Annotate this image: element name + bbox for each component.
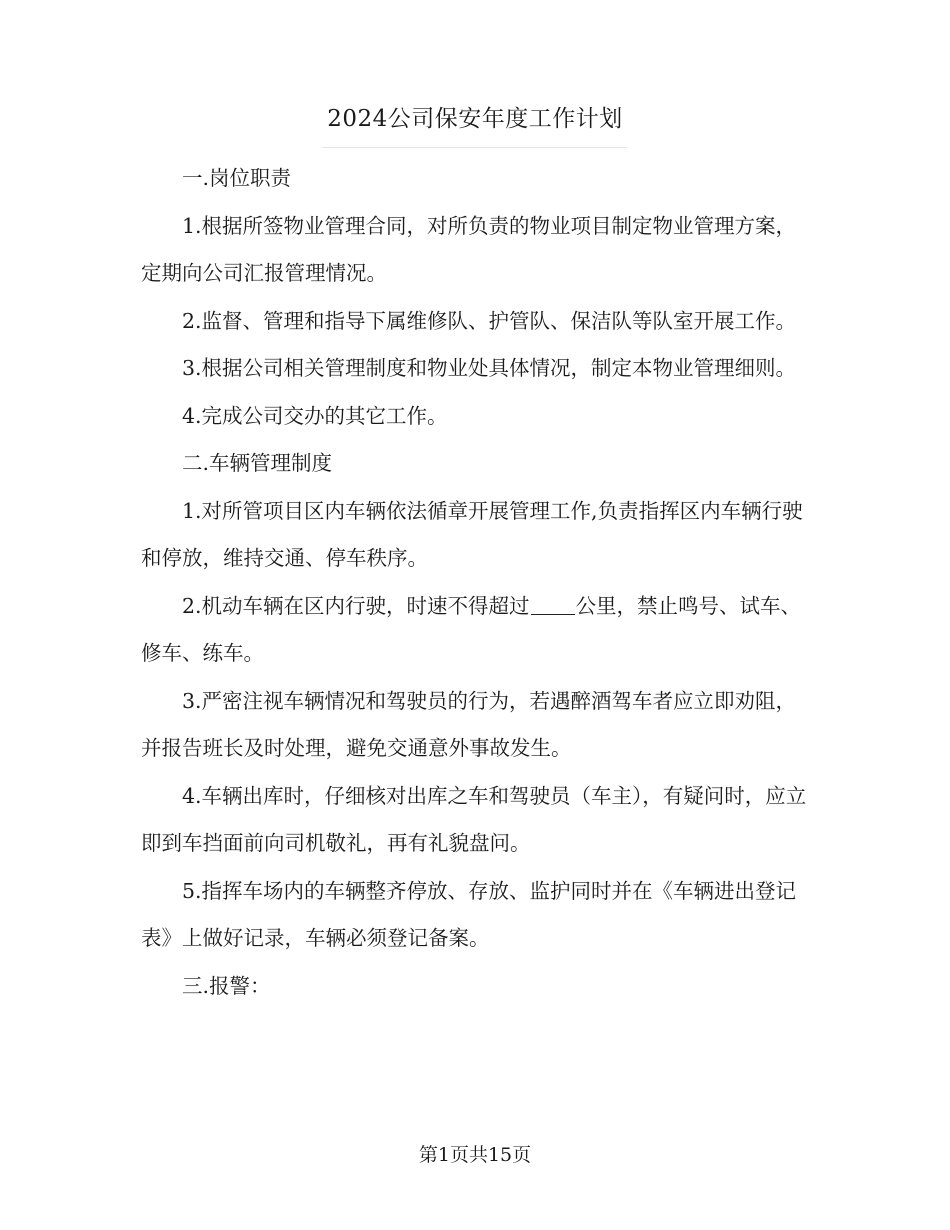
paragraph-speed-rule [141, 583, 813, 678]
document-body [141, 155, 813, 1010]
paragraph: 1.对所管项目区内车辆依法循章开展管理工作,负责指挥区内车辆行驶和停放，维持交通、停车秩序。 [141, 498, 803, 570]
section-heading-vehicle-rules: 二.车辆管理制度 [182, 451, 333, 475]
section-heading-alarm: 三.报警： [182, 973, 271, 998]
section-heading-duties: 一.岗位职责 [182, 166, 292, 190]
title-underline [322, 147, 627, 148]
speed-rule-text-before: 2.机动车辆在区内行驶，时速不得超过 [182, 593, 530, 618]
paragraph: 1.根据所签物业管理合同，对所负责的物业项目制定物业管理方案，定期向公司汇报管理情况。 [141, 213, 797, 285]
paragraph: 3.严密注视车辆情况和驾驶员的行为，若遇醉酒驾车者应立即劝阻，并报告班长及时处理，避免交通意外事故发生。 [141, 688, 797, 760]
paragraph: 2.监督、管理和指导下属维修队、护管队、保洁队等队室开展工作。 [182, 308, 797, 333]
paragraph: 4.车辆出库时，仔细核对出库之车和驾驶员（车主），有疑问时，应立即到车挡面前向司机敬礼，再有礼貌盘问。 [141, 783, 807, 855]
paragraph: 5.指挥车场内的车辆整齐停放、存放、监护同时并在《车辆进出登记表》上做好记录，车辆必须登记备案。 [141, 878, 797, 950]
paragraph: 3.根据公司相关管理制度和物业处具体情况，制定本物业管理细则。 [182, 356, 797, 380]
document-title: 2024公司保安年度工作计划 [327, 106, 623, 132]
page-footer: 第1页共15页 [418, 1144, 532, 1166]
paragraph: 4.完成公司交办的其它工作。 [182, 403, 448, 428]
speed-rule-text-after: 公里，禁止鸣号、试车、修车、练车。 [141, 593, 802, 665]
fill-in-blank [531, 593, 575, 615]
